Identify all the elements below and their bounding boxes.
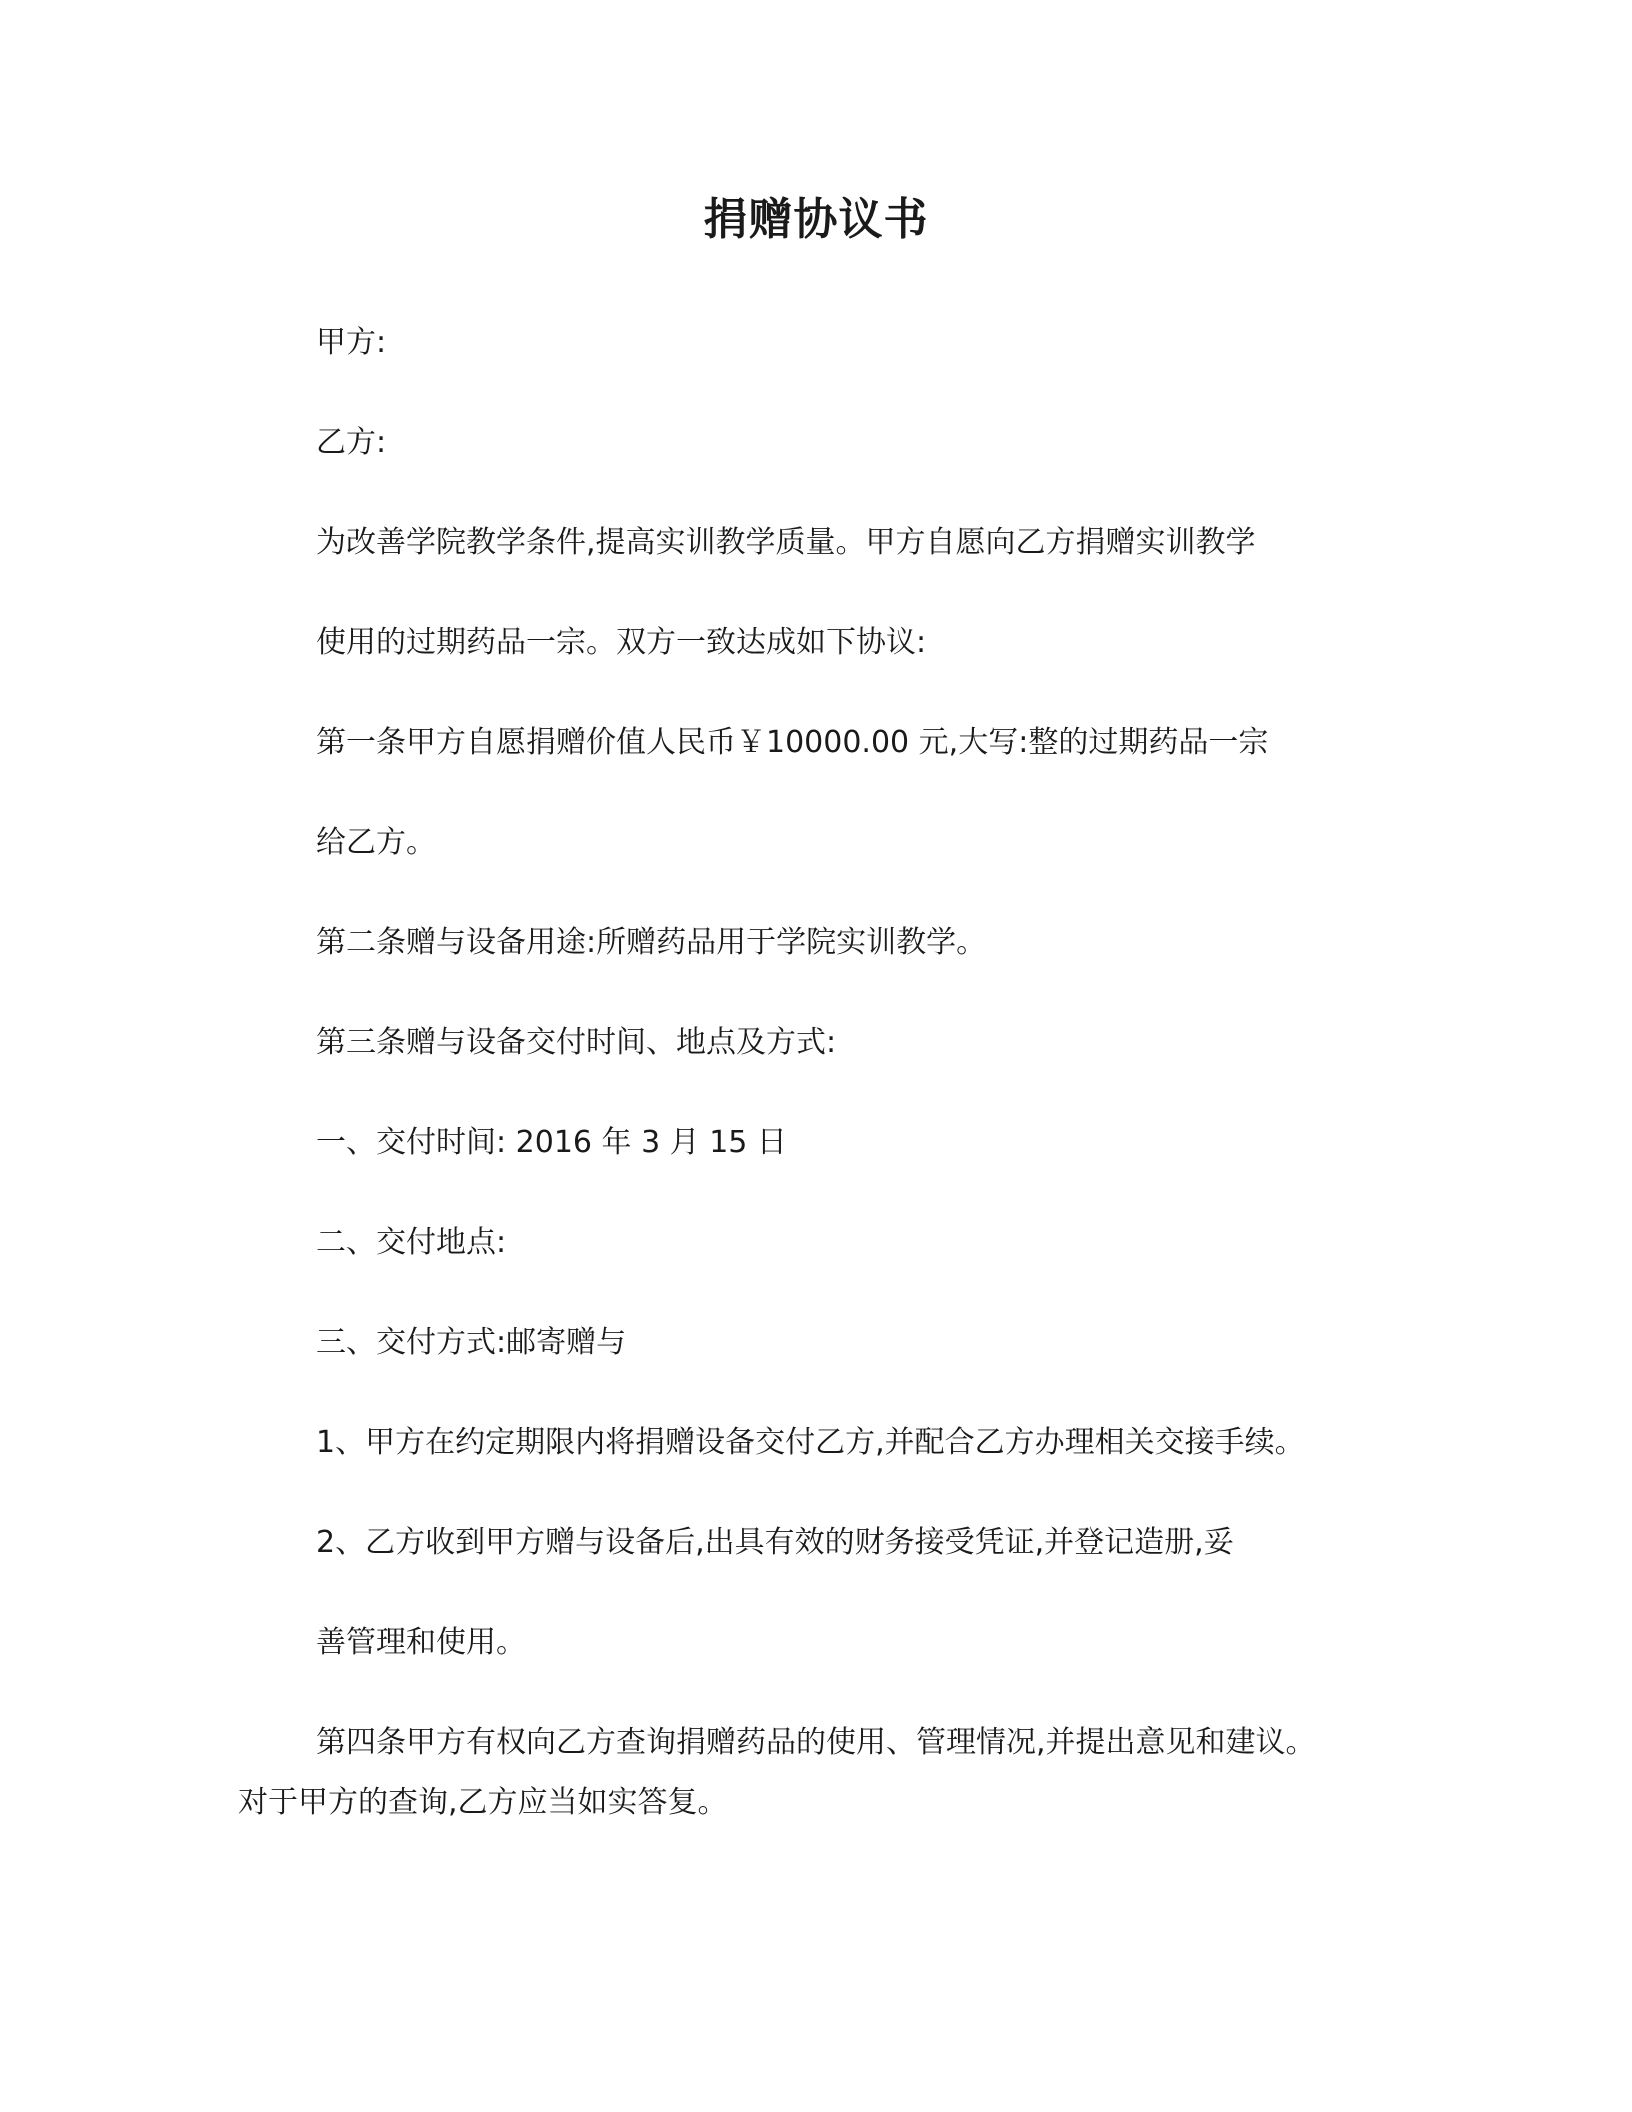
party-b-line: 乙方: [316,425,387,460]
delivery-place-line: 二、交付地点: [316,1225,507,1260]
preamble-line-2: 使用的过期药品一宗。双方一致达成如下协议: [316,625,927,660]
preamble-line-1: 为改善学院教学条件,提高实训教学质量。甲方自愿向乙方捐赠实训教学 [316,525,1256,560]
party-a-line: 甲方: [316,325,387,360]
article-4-line-2: 对于甲方的查询,乙方应当如实答复。 [238,1785,728,1820]
delivery-method-line: 三、交付方式:邮寄赠与 [316,1325,627,1360]
article-1-line-2: 给乙方。 [316,825,436,860]
document-title: 捐赠协议书 [703,194,929,245]
clause-2-line-2: 善管理和使用。 [316,1625,526,1660]
clause-2-line-1: 2、乙方收到甲方赠与设备后,出具有效的财务接受凭证,并登记造册,妥 [316,1525,1234,1560]
clause-1-line: 1、甲方在约定期限内将捐赠设备交付乙方,并配合乙方办理相关交接手续。 [316,1425,1305,1460]
article-2-line: 第二条赠与设备用途:所赠药品用于学院实训教学。 [316,925,987,960]
article-3-line: 第三条赠与设备交付时间、地点及方式: [316,1025,837,1060]
delivery-time-line: 一、交付时间: 2016 年 3 月 15 日 [316,1125,787,1160]
article-1-line-1: 第一条甲方自愿捐赠价值人民币￥10000.00 元,大写:整的过期药品一宗 [316,725,1269,760]
article-4-line-1: 第四条甲方有权向乙方查询捐赠药品的使用、管理情况,并提出意见和建议。 [316,1725,1316,1760]
